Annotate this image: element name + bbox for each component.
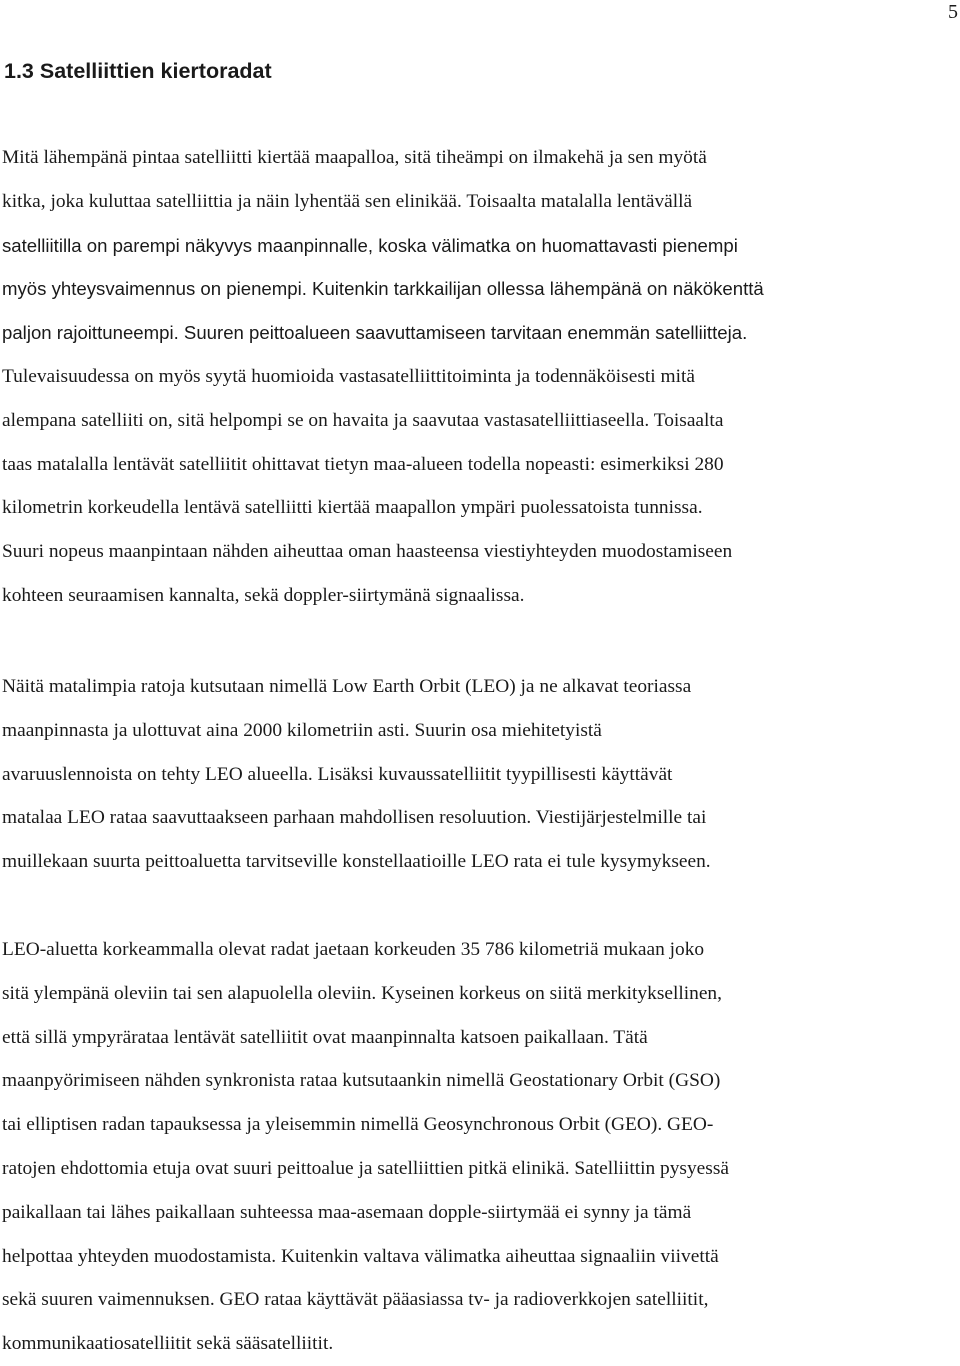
text-line: kitka, joka kuluttaa satelliittia ja näin lyhentää sen elinikää. Toisaalta matalalla lentävällä xyxy=(2,190,693,212)
text-line: Mitä lähempänä pintaa satelliitti kiertää maapalloa, sitä tiheämpi on ilmakehä ja sen myötä xyxy=(2,147,707,168)
text-line: taas matalalla lentävät satelliitit ohittavat tietyn maa-alueen todella nopeasti: esimerkiksi 280 xyxy=(2,453,724,475)
text-line: avaruuslennoista on tehty LEO alueella. Lisäksi kuvaussatelliitit tyypillisesti käyttävät xyxy=(2,763,673,785)
text-line: satelliitilla on parempi näkyvys maanpinnalle, koska välimatka on huomattavasti pienempi xyxy=(2,234,738,256)
text-line: paljon rajoittuneempi. Suuren peittoalueen saavuttamiseen tarvitaan enemmän satelliitteja. xyxy=(2,322,748,344)
text-line: sekä suuren vaimennuksen. GEO rataa käyttävät pääasiassa tv- ja radioverkkojen satelliitit, xyxy=(2,1289,709,1311)
text-line: Suuri nopeus maanpintaan nähden aiheuttaa oman haasteensa viestiyhteyden muodostamiseen xyxy=(2,541,733,563)
text-line: että sillä ympyrärataa lentävät satelliitit ovat maanpinnalta katsoen paikallaan. Tätä xyxy=(2,1026,648,1048)
text-line: Tulevaisuudessa on myös syytä huomioida vastasatelliittitoiminta ja todennäköisesti mitä xyxy=(2,365,695,387)
text-line: paikallaan tai lähes paikallaan suhteessa maa-asemaan dopple-siirtymää ei synny ja tämä xyxy=(2,1201,692,1223)
paragraph-geo xyxy=(2,928,960,1366)
text-line: myös yhteysvaimennus on pienempi. Kuitenkin tarkkailijan ollessa lähempänä on näkökenttä xyxy=(2,278,764,300)
text-line: kommunikaatiosatelliitit sekä sääsatelliitit. xyxy=(2,1333,334,1355)
text-line: kilometrin korkeudella lentävä satelliitti kiertää maapallon ympäri puolessatoista tunnissa. xyxy=(2,497,703,519)
section-heading: 1.3 Satelliittien kiertoradat xyxy=(4,59,272,83)
text-line: kohteen seuraamisen kannalta, sekä doppler-siirtymänä signaalissa. xyxy=(2,584,525,606)
text-line: Näitä matalimpia ratoja kutsutaan nimellä Low Earth Orbit (LEO) ja ne alkavat teoriassa xyxy=(2,676,692,697)
text-line: maanpinnasta ja ulottuvat aina 2000 kilometriin asti. Suurin osa miehitetyistä xyxy=(2,719,602,741)
page-number: 5 xyxy=(948,1,958,23)
text-line: matalaa LEO rataa saavuttaakseen parhaan mahdollisen resoluution. Viestijärjestelmille tai xyxy=(2,807,707,829)
text-line: muillekaan suurta peittoaluetta tarvitseville konstellaatioille LEO rata ei tule kysymykseen. xyxy=(2,851,711,873)
text-line: tai elliptisen radan tapauksessa ja yleisemmin nimellä Geosynchronous Orbit (GEO). GEO- xyxy=(2,1114,714,1136)
text-line: ratojen ehdottomia etuja ovat suuri peittoalue ja satelliittien pitkä elinikä. Satelliittin pysyessä xyxy=(2,1157,729,1179)
paragraph-orbit-altitude xyxy=(2,136,960,618)
text-line: alempana satelliiti on, sitä helpompi se on havaita ja saavutaa vastasatelliittiaseella. Toisaalta xyxy=(2,409,724,431)
text-line: maanpyörimiseen nähden synkronista rataa kutsutaankin nimellä Geostationary Orbit (GSO) xyxy=(2,1070,721,1092)
text-line: LEO-aluetta korkeammalla olevat radat jaetaan korkeuden 35 786 kilometriä mukaan joko xyxy=(2,939,705,960)
text-line: sitä ylempänä oleviin tai sen alapuolella oleviin. Kyseinen korkeus on siitä merkityksellinen, xyxy=(2,982,722,1004)
paragraph-leo xyxy=(2,665,960,884)
text-line: helpottaa yhteyden muodostamista. Kuitenkin valtava välimatka aiheuttaa signaaliin viivettä xyxy=(2,1245,719,1267)
